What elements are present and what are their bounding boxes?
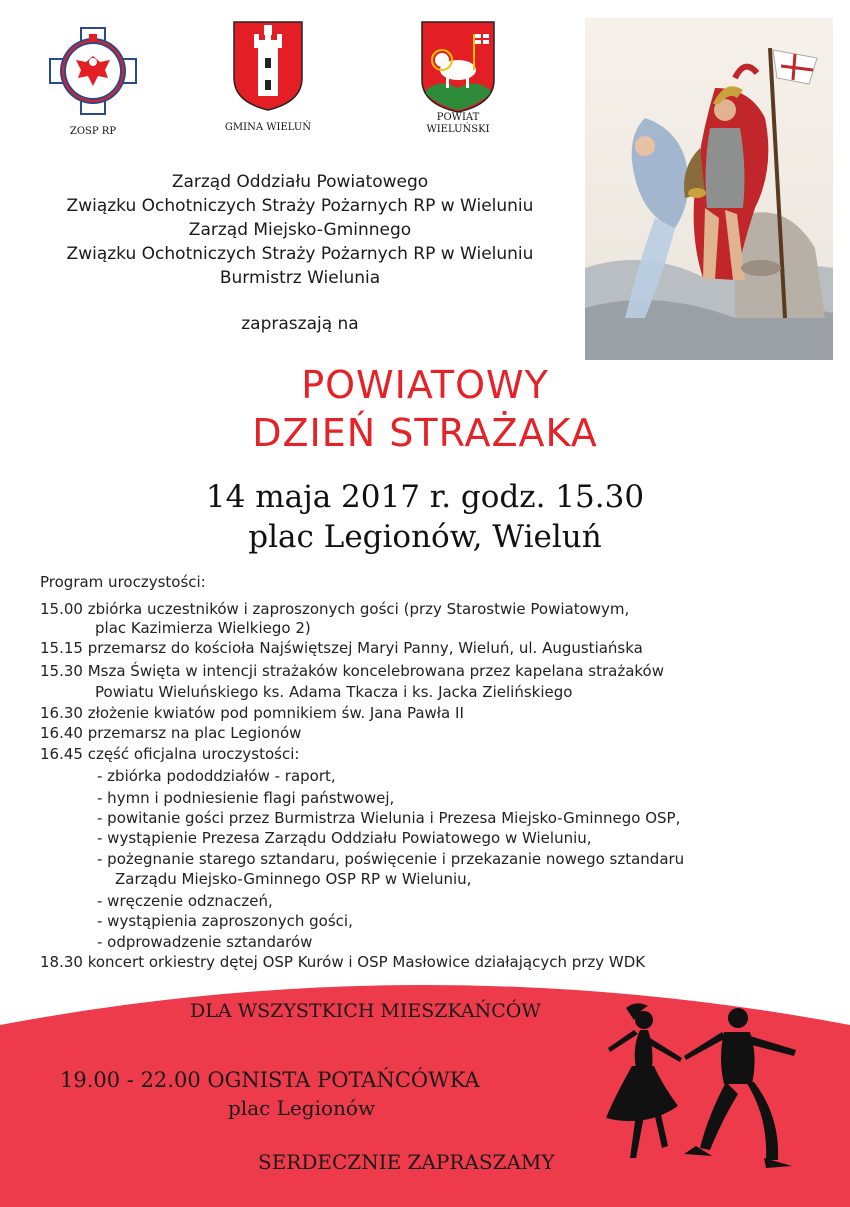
program-line: Powiatu Wieluńskiego ks. Adama Tkacza i ks. Jacka Zielińskiego xyxy=(95,683,573,701)
closing-invitation: SERDECZNIE ZAPRASZAMY xyxy=(258,1150,555,1174)
event-place: plac Legionów, Wieluń xyxy=(248,519,602,555)
zosp-logo xyxy=(48,26,138,116)
program-subitem: - odprowadzenie sztandarów xyxy=(97,933,313,951)
program-line: 16.45 część oficjalna uroczystości: xyxy=(40,745,300,763)
dance-place: plac Legionów xyxy=(228,1096,376,1120)
program-line: 18.30 koncert orkiestry dętej OSP Kurów i OSP Masłowice działających przy WDK xyxy=(40,953,646,971)
program-subitem: - zbiórka pododdziałów - raport, xyxy=(97,767,336,785)
invite-text: zapraszają na xyxy=(241,314,359,334)
saint-florian-painting xyxy=(585,18,833,360)
organizer-line-4: Związku Ochotniczych Straży Pożarnych RP w Wieluniu xyxy=(66,244,534,264)
organizer-line-1: Zarząd Oddziału Powiatowego xyxy=(171,172,429,192)
program-subitem: Zarządu Miejsko-Gminnego OSP RP w Wieluniu, xyxy=(115,870,472,888)
organizer-line-5: Burmistrz Wielunia xyxy=(219,268,381,288)
powiat-caption-line2: WIELUŃSKI xyxy=(426,124,490,135)
for-all-residents: DLA WSZYSTKICH MIESZKAŃCÓW xyxy=(190,1000,541,1022)
program-subitem: - hymn i podniesienie flagi państwowej, xyxy=(97,789,395,807)
gmina-wielun-coat-of-arms xyxy=(232,20,304,112)
organizer-line-2: Związku Ochotniczych Straży Pożarnych RP w Wieluniu xyxy=(66,196,534,216)
program-line: 15.30 Msza Święta w intencji strażaków koncelebrowana przez kapelana strażaków xyxy=(40,662,665,680)
dance-event: 19.00 - 22.00 OGNISTA POTAŃCÓWKA xyxy=(60,1068,480,1092)
program-subitem: - wystąpienia zaproszonych gości, xyxy=(97,912,353,930)
gmina-caption: GMINA WIELUŃ xyxy=(224,122,312,133)
organizer-line-3: Zarząd Miejsko-Gminnego xyxy=(188,220,412,240)
dancing-couple-silhouette xyxy=(596,998,811,1176)
program-line: 15.15 przemarsz do kościoła Najświętszej Maryi Panny, Wieluń, ul. Augustiańska xyxy=(40,639,643,657)
powiat-caption-line1: POWIAT xyxy=(436,112,480,123)
powiat-wielunski-coat-of-arms xyxy=(420,20,496,114)
program-subitem: - wystąpienie Prezesa Zarządu Oddziału Powiatowego w Wieluniu, xyxy=(97,829,592,847)
program-line: 16.40 przemarsz na plac Legionów xyxy=(40,724,302,742)
zosp-caption: ZOSP RP xyxy=(69,126,117,137)
event-title-line-2: DZIEŃ STRAŻAKA xyxy=(252,411,598,455)
program-line: 15.00 zbiórka uczestników i zaproszonych gości (przy Starostwie Powiatowym, xyxy=(40,600,630,618)
program-heading: Program uroczystości: xyxy=(40,573,206,591)
program-subitem: - pożegnanie starego sztandaru, poświęcenie i przekazanie nowego sztandaru xyxy=(97,850,685,868)
program-subitem: - powitanie gości przez Burmistrza Wielunia i Prezesa Miejsko-Gminnego OSP, xyxy=(97,809,681,827)
program-line: plac Kazimierza Wielkiego 2) xyxy=(95,619,311,637)
event-date: 14 maja 2017 r. godz. 15.30 xyxy=(205,479,645,515)
program-subitem: - wręczenie odznaczeń, xyxy=(97,892,273,910)
event-title-line-1: POWIATOWY xyxy=(301,363,549,407)
program-line: 16.30 złożenie kwiatów pod pomnikiem św. Jana Pawła II xyxy=(40,704,464,722)
